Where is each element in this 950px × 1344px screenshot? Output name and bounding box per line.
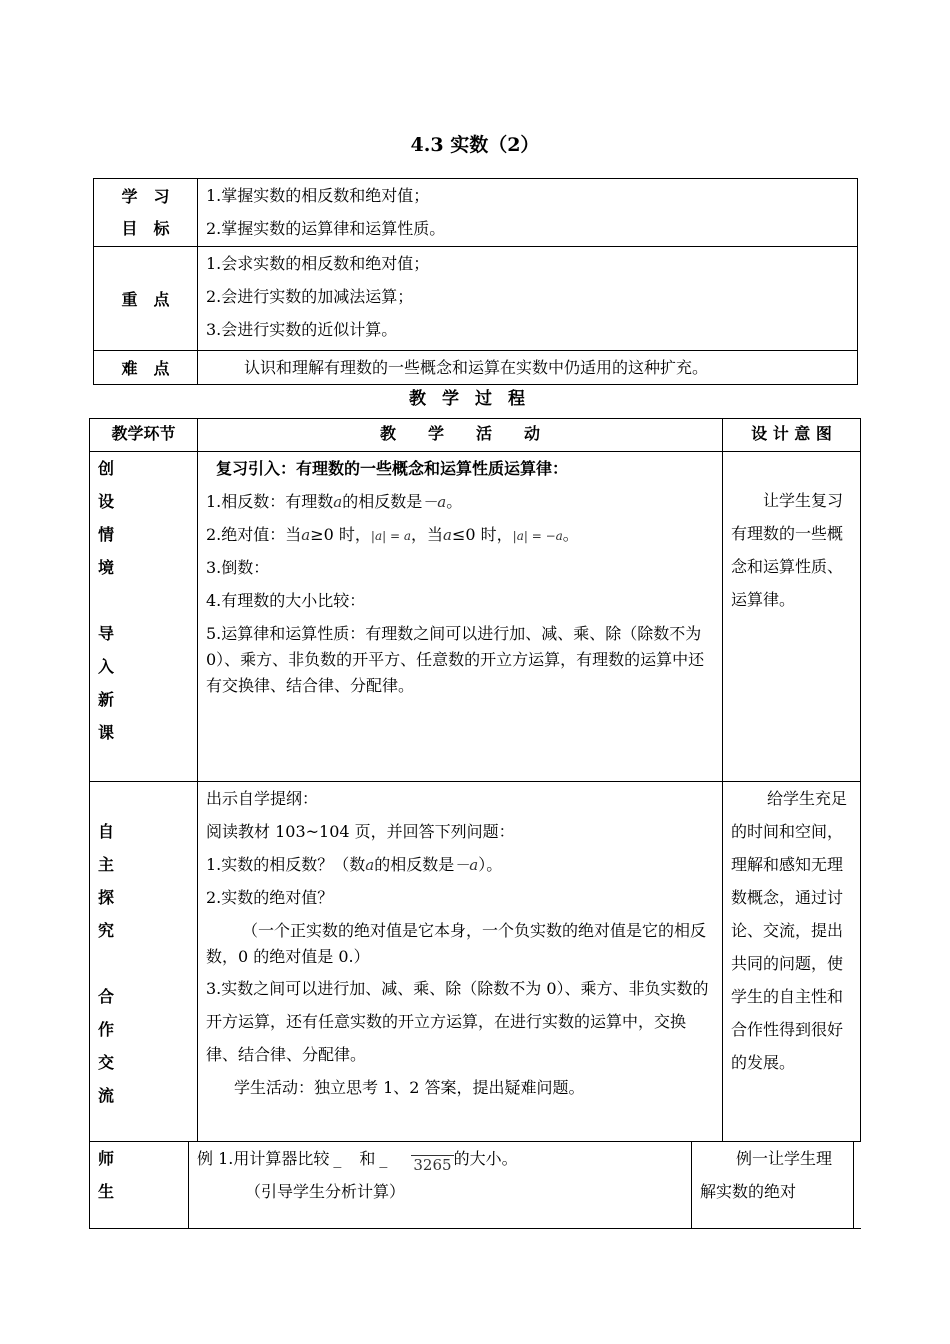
key-points-content — [198, 247, 858, 351]
item2-text: ≤0 时， — [451, 525, 513, 544]
key-point-item: 2.会进行实数的加减法运算； — [206, 287, 414, 306]
intent-text: 让学生复习有理数的一些概念和运算性质、运算律。 — [731, 491, 844, 609]
math-expr: |a| = −a — [512, 529, 563, 543]
process-title: 教学过程 — [409, 389, 541, 409]
stage-char: 境 — [98, 558, 115, 577]
section3-activity — [189, 1142, 692, 1228]
item2-text: 2.绝对值：当 — [206, 525, 302, 544]
goals-label — [94, 179, 198, 247]
item1-text: 1.相反数：有理数 — [206, 492, 334, 511]
item-opposite — [198, 485, 722, 518]
q1-text: 1.实数的相反数？（数 — [206, 855, 366, 874]
example-blank: _ — [333, 1149, 342, 1168]
item-compare: 4.有理数的大小比较： — [206, 591, 366, 610]
key-point-item: 1.会求实数的相反数和绝对值； — [206, 254, 430, 273]
radical-expr: 3265 — [413, 1156, 452, 1174]
question-operations: 3.实数之间可以进行加、减、乘、除（除数不为 0）、乘方、非负实数的开方运算，还有任意实数的开立方运算，在进行实数的运算中，交换律、结合律、分配律。 — [206, 979, 709, 1064]
section2-stage — [90, 782, 198, 1142]
section1-stage — [90, 452, 198, 782]
stage-char: 导 — [98, 624, 115, 643]
item2-text: 。 — [562, 525, 579, 544]
key-point-item: 3.会进行实数的近似计算。 — [206, 320, 398, 339]
reading-task: 阅读教材 103~104 页，并回答下列问题： — [206, 822, 515, 841]
section3-intent — [692, 1142, 854, 1228]
item1-text: 。 — [446, 492, 463, 511]
goals-content — [198, 179, 858, 247]
key-points-label: 重 点 — [94, 247, 198, 351]
stage-char: 探 — [98, 888, 115, 907]
stage-char: 情 — [98, 525, 115, 544]
stage-char: 生 — [98, 1182, 115, 1201]
math-expr: |a| = a — [370, 529, 411, 543]
math-expr: －a — [454, 856, 479, 874]
example-text: 例 1.用计算器比较 — [197, 1149, 330, 1168]
guide-note: （引导学生分析计算） — [245, 1182, 406, 1201]
outline-title: 出示自学提纲： — [206, 789, 319, 808]
page-title: 4.3 实数（2） — [410, 134, 540, 156]
math-var: a — [301, 526, 311, 544]
stage-char: 流 — [98, 1086, 115, 1105]
stage-char: 主 — [98, 855, 115, 874]
example-blank: _ — [379, 1149, 388, 1168]
example-table — [89, 1142, 861, 1229]
stage-char: 课 — [98, 723, 115, 742]
goal-item: 1.掌握实数的相反数和绝对值； — [206, 186, 430, 205]
stage-char: 设 — [98, 492, 115, 511]
math-expr: －a — [422, 493, 447, 511]
stage-char: 作 — [98, 1020, 115, 1039]
item-absolute — [198, 518, 722, 551]
example-text: 的大小。 — [453, 1149, 518, 1168]
stage-char: 入 — [98, 657, 115, 676]
math-var: a — [443, 526, 452, 544]
stage-char: 新 — [98, 690, 115, 709]
q1-text: 的相反数是 — [374, 855, 455, 874]
header-stage: 教学环节 — [90, 419, 198, 452]
q1-text: ）。 — [478, 855, 503, 874]
answer-absolute: （一个正实数的绝对值是它本身，一个负实数的绝对值是它的相反数，0 的绝对值是 0.） — [206, 921, 707, 966]
section3-stage — [90, 1142, 189, 1228]
intent-text: 给学生充足的时间和空间，理解和感知无理数概念，通过讨论、交流，提出共同的问题，使学生的自主性和合作性得到很好的发展。 — [731, 789, 848, 1072]
difficulty-content — [198, 351, 858, 385]
section1-activity — [198, 452, 723, 782]
example-text: 和 — [359, 1149, 376, 1168]
intent-text: 例一让学生理解实数的绝对 — [700, 1149, 833, 1201]
header-activity: 教 学 活 动 — [198, 419, 723, 452]
difficulty-label: 难 点 — [94, 351, 198, 385]
math-var: a — [365, 856, 375, 874]
item1-text: 的相反数是 — [342, 492, 423, 511]
header-intent: 设 计 意 图 — [723, 419, 861, 452]
stage-char: 自 — [98, 822, 115, 841]
item2-text: ≥0 时， — [310, 525, 371, 544]
question-opposite — [198, 848, 722, 881]
goals-label-line2: 目 标 — [121, 219, 170, 238]
student-activity: 学生活动：独立思考 1、2 答案，提出疑难问题。 — [234, 1078, 585, 1097]
stage-char: 合 — [98, 987, 115, 1006]
stage-char: 创 — [98, 459, 115, 478]
difficulty-text: 认识和理解有理数的一些概念和运算在实数中仍适用的这种扩充。 — [244, 358, 709, 377]
question-absolute: 2.实数的绝对值？ — [206, 888, 334, 907]
section2-activity — [198, 782, 723, 1142]
item-operations: 5.运算律和运算性质：有理数之间可以进行加、减、乘、除（除数不为 0）、乘方、非负数的开平方、任意数的开立方运算，有理数的运算中还有交换律、结合律、分配律。 — [206, 624, 705, 695]
math-var: a — [333, 493, 343, 511]
review-heading: 复习引入：有理数的一些概念和运算性质运算律： — [216, 459, 569, 478]
section2-intent — [723, 782, 861, 1142]
example-1 — [189, 1142, 691, 1175]
stage-char: 交 — [98, 1053, 115, 1072]
section1-intent — [723, 452, 861, 782]
process-table — [89, 418, 861, 1142]
item-reciprocal: 3.倒数： — [206, 558, 270, 577]
objectives-table — [93, 178, 858, 385]
goal-item: 2.掌握实数的运算律和运算性质。 — [206, 219, 446, 238]
stage-char: 师 — [98, 1149, 115, 1168]
goals-label-line1: 学 习 — [121, 187, 170, 206]
stage-char: 究 — [98, 921, 115, 940]
item2-text: ，当 — [411, 525, 444, 544]
section3-edge — [854, 1142, 862, 1228]
